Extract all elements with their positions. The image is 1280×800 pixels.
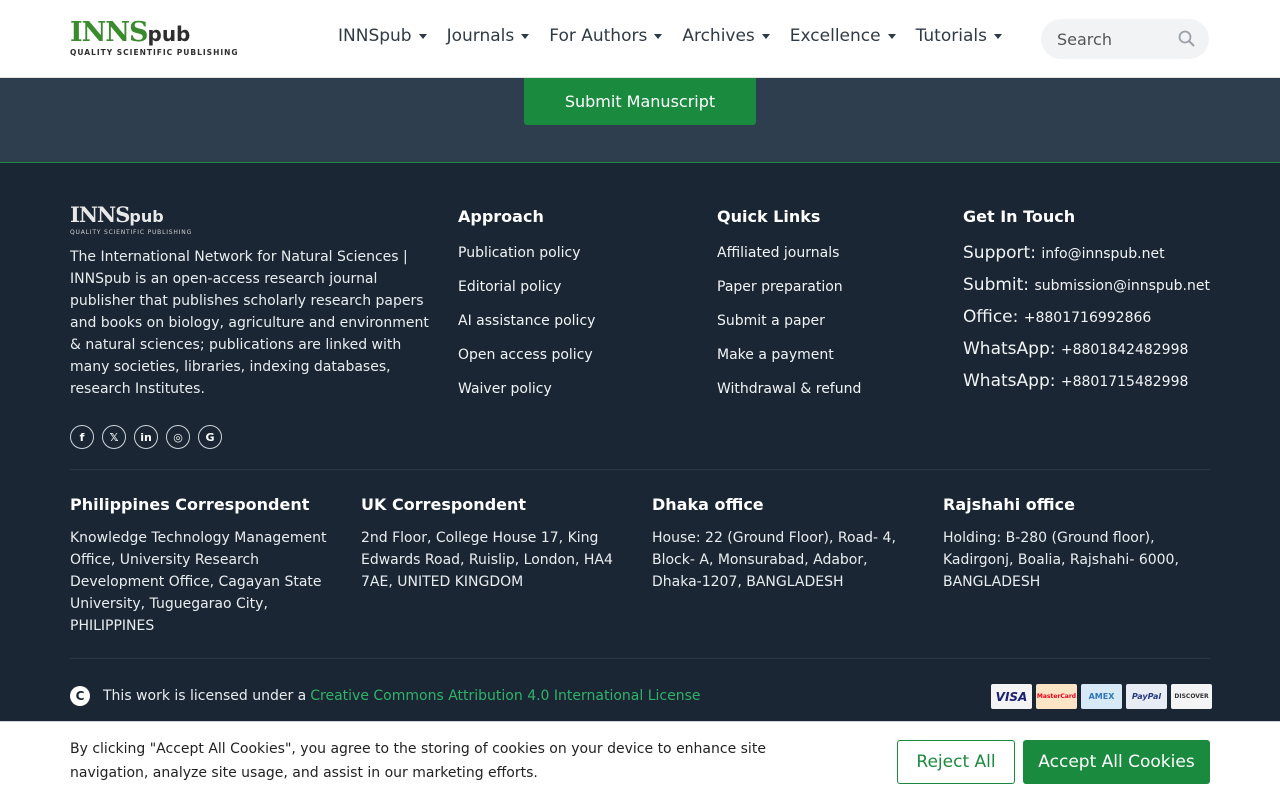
submit-section xyxy=(0,78,1280,163)
creative-commons-icon: C xyxy=(70,686,90,706)
footer-divider xyxy=(70,658,1210,659)
link-affiliated-journals[interactable]: Affiliated journals xyxy=(717,245,840,261)
paypal-icon: PayPal xyxy=(1126,684,1167,709)
footer-logo-tagline: QUALITY SCIENTIFIC PUBLISHING xyxy=(70,229,193,236)
reject-all-button[interactable]: Reject All xyxy=(897,740,1015,784)
nav-archives[interactable]: Archives xyxy=(682,26,769,46)
link-ai-assistance-policy[interactable]: AI assistance policy xyxy=(458,313,596,329)
contact-whatsapp-1: WhatsApp: +8801842482998 xyxy=(963,339,1189,359)
link-submit-a-paper[interactable]: Submit a paper xyxy=(717,313,825,329)
link-make-a-payment[interactable]: Make a payment xyxy=(717,347,834,363)
payment-methods xyxy=(991,684,1212,709)
whatsapp-link-2[interactable]: +8801715482998 xyxy=(1060,374,1189,390)
site-header xyxy=(0,0,1280,78)
nav-excellence[interactable]: Excellence xyxy=(790,26,896,46)
contact-column xyxy=(963,207,1210,405)
support-email-link[interactable]: info@innspub.net xyxy=(1041,246,1165,262)
link-waiver-policy[interactable]: Waiver policy xyxy=(458,381,552,397)
link-open-access-policy[interactable]: Open access policy xyxy=(458,347,593,363)
accept-all-cookies-button[interactable]: Accept All Cookies xyxy=(1023,740,1210,784)
link-paper-preparation[interactable]: Paper preparation xyxy=(717,279,843,295)
social-links xyxy=(70,425,222,449)
x-twitter-icon[interactable]: 𝕏 xyxy=(102,425,126,449)
cookie-banner xyxy=(0,721,1280,800)
instagram-icon[interactable]: ◎ xyxy=(166,425,190,449)
caret-down-icon xyxy=(521,34,529,39)
footer-logo[interactable]: INNSpub QUALITY SCIENTIFIC PUBLISHING xyxy=(70,204,210,234)
linkedin-icon[interactable]: in xyxy=(134,425,158,449)
link-withdrawal-refund[interactable]: Withdrawal & refund xyxy=(717,381,862,397)
about-text: The International Network for Natural Sciences | INNSpub is an open-access research journal publisher that publishes scholarly research papers and books on biology, agriculture and environment & natural sciences; publications are linked with many societies, libraries, indexing databases, research Institutes. xyxy=(70,249,429,397)
contact-submit: Submit: submission@innspub.net xyxy=(963,275,1210,295)
footer-divider xyxy=(70,469,1210,470)
submit-manuscript-button[interactable]: Submit Manuscript xyxy=(524,78,756,125)
caret-down-icon xyxy=(419,34,427,39)
office-rajshahi: Rajshahi office Holding: B-280 (Ground floor), Kadirgonj, Boalia, Rajshahi- 6000, BANGLADESH xyxy=(943,495,1179,590)
approach-heading: Approach xyxy=(458,207,544,226)
quick-links-heading: Quick Links xyxy=(717,207,821,226)
caret-down-icon xyxy=(994,34,1002,39)
main-nav xyxy=(338,26,1002,46)
contact-heading: Get In Touch xyxy=(963,207,1076,226)
caret-down-icon xyxy=(888,34,896,39)
contact-support: Support: info@innspub.net xyxy=(963,243,1165,263)
amex-icon: AMEX xyxy=(1081,684,1122,709)
office-uk: UK Correspondent 2nd Floor, College House 17, King Edwards Road, Ruislip, London, HA4 7AE, UNITED KINGDOM xyxy=(361,495,613,590)
nav-for-authors[interactable]: For Authors xyxy=(549,26,662,46)
nav-journals[interactable]: Journals xyxy=(447,26,530,46)
office-dhaka: Dhaka office House: 22 (Ground Floor), Road- 4, Block- A, Monsurabad, Adabor, Dhaka-1207, BANGLADESH xyxy=(652,495,896,590)
visa-icon: VISA xyxy=(991,684,1032,709)
nav-tutorials[interactable]: Tutorials xyxy=(916,26,1002,46)
discover-icon: DISCOVER xyxy=(1171,684,1212,709)
cookie-text: By clicking "Accept All Cookies", you agree to the storing of cookies on your device to enhance site navigation, analyze site usage, and assist in our marketing efforts. xyxy=(70,741,766,781)
contact-whatsapp-2: WhatsApp: +8801715482998 xyxy=(963,371,1189,391)
logo-tagline: QUALITY SCIENTIFIC PUBLISHING xyxy=(70,48,239,57)
mastercard-icon: MasterCard xyxy=(1036,684,1077,709)
caret-down-icon xyxy=(654,34,662,39)
search-input[interactable] xyxy=(1057,28,1167,50)
link-editorial-policy[interactable]: Editorial policy xyxy=(458,279,562,295)
submit-email-link[interactable]: submission@innspub.net xyxy=(1034,278,1210,294)
search-icon[interactable] xyxy=(1178,30,1195,47)
office-phone-link[interactable]: +8801716992866 xyxy=(1023,310,1152,326)
quick-links-column xyxy=(717,207,861,415)
office-philippines: Philippines Correspondent Knowledge Technology Management Office, University Research Development Office, Cagayan State University, Tuguegarao City, PHILIPPINES xyxy=(70,495,327,634)
contact-office: Office: +8801716992866 xyxy=(963,307,1152,327)
approach-column xyxy=(458,207,595,415)
link-publication-policy[interactable]: Publication policy xyxy=(458,245,581,261)
site-logo[interactable]: INNSpub QUALITY SCIENTIFIC PUBLISHING xyxy=(70,17,239,57)
google-icon[interactable]: G xyxy=(198,425,222,449)
license-link[interactable]: Creative Commons Attribution 4.0 International License xyxy=(310,688,701,704)
nav-innspub[interactable]: INNSpub xyxy=(338,26,427,46)
license-notice: C This work is licensed under a Creative Commons Attribution 4.0 International License xyxy=(70,686,701,706)
facebook-icon[interactable]: f xyxy=(70,425,94,449)
caret-down-icon xyxy=(762,34,770,39)
whatsapp-link-1[interactable]: +8801842482998 xyxy=(1060,342,1189,358)
